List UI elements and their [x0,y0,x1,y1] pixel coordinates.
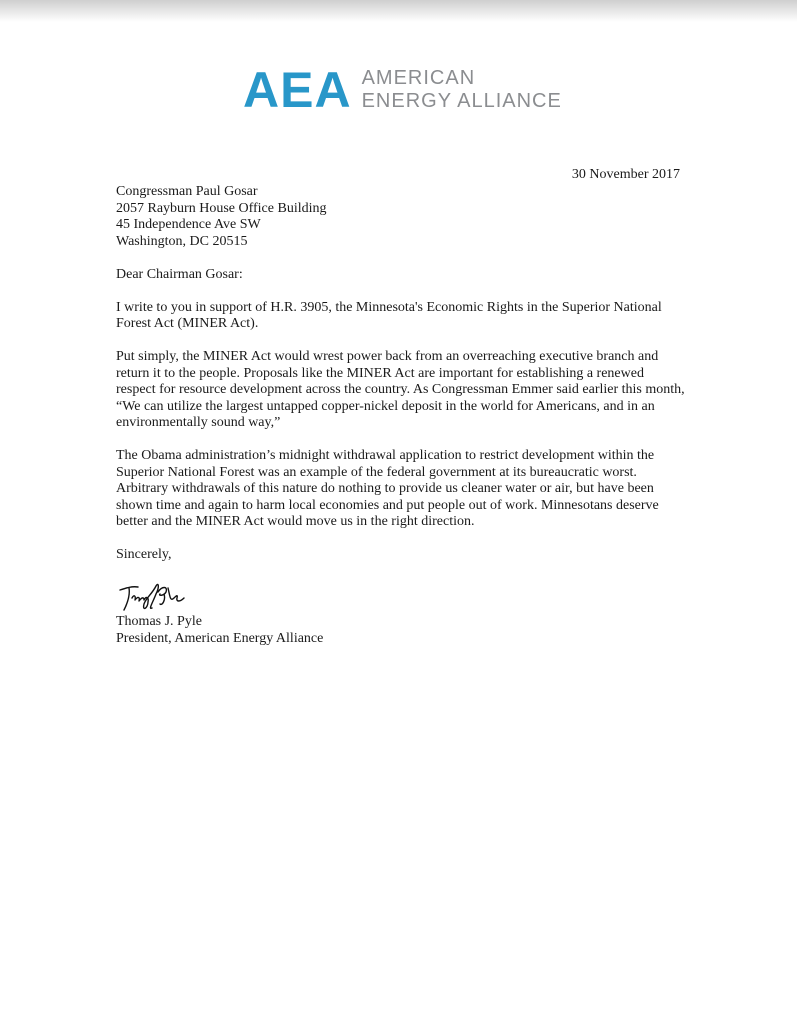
aea-logo [243,64,562,116]
logo-line-2: ENERGY ALLIANCE [361,90,562,112]
logo-line-1: AMERICAN [361,67,476,89]
salutation: Dear Chairman Gosar: [116,266,243,282]
signer-block [116,614,686,647]
signer-name: Thomas J. Pyle [116,614,202,629]
logo-mark: AEA [243,62,352,118]
page-top-shadow [0,0,797,22]
address-line: Washington, DC 20515 [116,233,248,249]
handwritten-signature [118,580,188,614]
address-line: 45 Independence Ave SW [116,217,261,232]
signer-title: President, American Energy Alliance [116,630,324,646]
logo-wordmark [362,67,562,113]
closing: Sincerely, [116,547,172,562]
letter-body [116,184,686,647]
letter-date: 30 November 2017 [571,167,680,182]
address-line: 2057 Rayburn House Office Building [116,200,327,216]
paragraph: I write to you in support of H.R. 3905, the Minnesota's Economic Rights in the Superior National Forest Act (MINER Act). [116,299,662,331]
paragraph: The Obama administration’s midnight withdrawal application to restrict development within the Superior National Forest was an example of the federal government at its bureaucratic worst. Arbitrary withdrawals of this nature do nothing to provide us cleaner water or air, but have been shown time and again to harm local economies and put people out of work. Minnesotans deserve better and the MINER Act would move us in the right direction. [116,448,659,529]
recipient-address [116,184,686,250]
recipient-name: Congressman Paul Gosar [116,184,258,199]
paragraph: Put simply, the MINER Act would wrest power back from an overreaching executive branch and return it to the people. Proposals like the MINER Act are important for establishing a renewed respect for resource development across the country. As Congressman Emmer said earlier this month, “We can utilize the largest untapped copper-nickel deposit in the world for Americans, and in an environmentally sound way,” [116,349,685,430]
